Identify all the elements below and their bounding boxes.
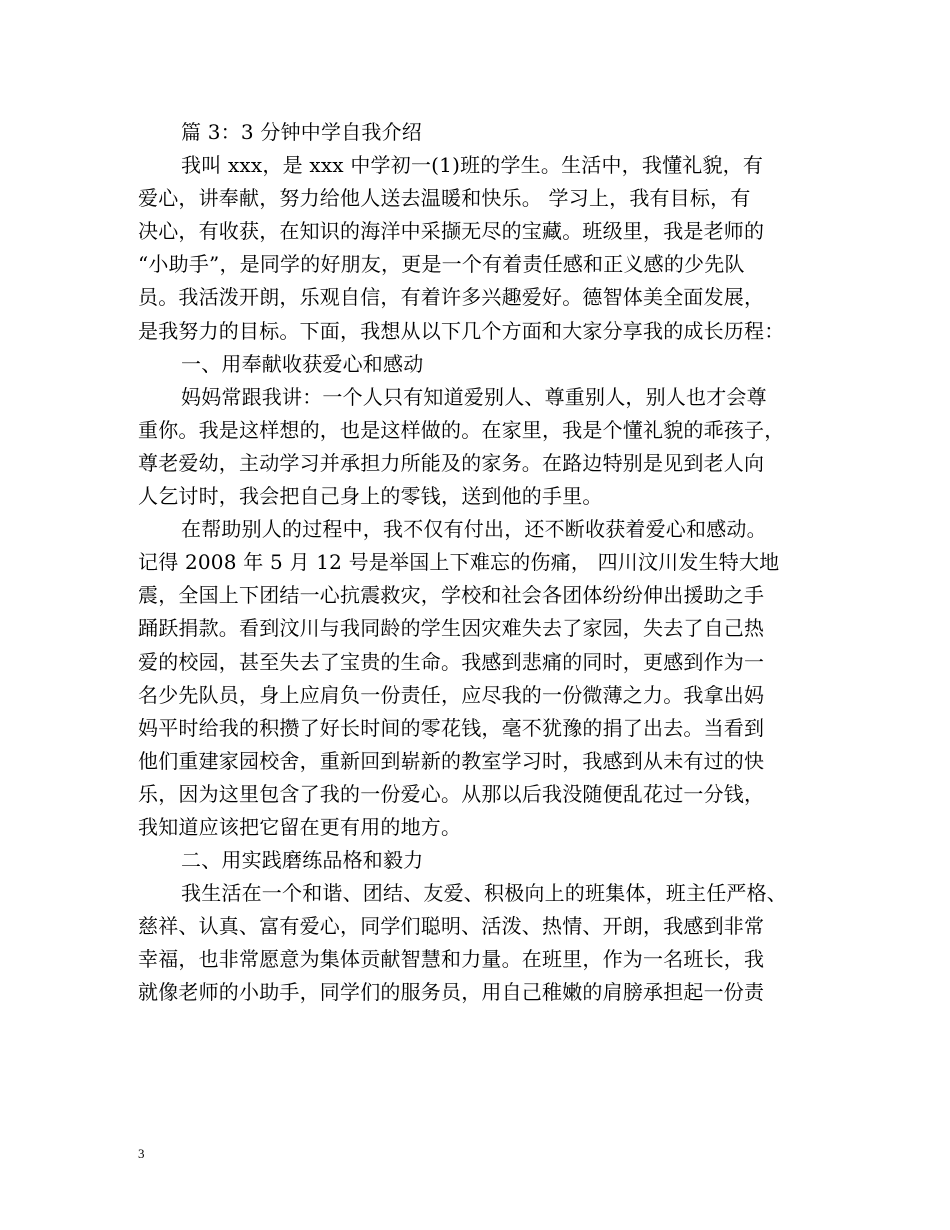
text-line: 慈祥、认真、富有爱心，同学们聪明、活泼、热情、开朗，我感到非常 — [138, 914, 765, 939]
text-line: 名少先队员，身上应肩负一份责任，应尽我的一份微薄之力。我拿出妈 — [138, 682, 765, 707]
text-line: 我知道应该把它留在更有用的地方。 — [138, 814, 462, 839]
text-line: 篇 3：3 分钟中学自我介绍 — [181, 120, 422, 144]
text-line: 记得 2008 年 5 月 12 号是举国上下难忘的伤痛， 四川汶川发生特大地 — [138, 550, 780, 575]
text-line: 妈妈常跟我讲：一个人只有知道爱别人、尊重别人，别人也才会尊 — [181, 384, 767, 409]
text-line: 妈平时给我的积攒了好长时间的零花钱，毫不犹豫的捐了出去。当看到 — [138, 715, 765, 740]
text-line: 他们重建家园校舍，重新回到崭新的教室学习时，我感到从未有过的快 — [138, 748, 765, 773]
text-line: 踊跃捐款。看到汶川与我同龄的学生因灾难失去了家园，失去了自己热 — [138, 616, 765, 641]
text-line: 幸福，也非常愿意为集体贡献智慧和力量。在班里，作为一名班长，我 — [138, 947, 765, 972]
text-line: 尊老爱幼，主动学习并承担力所能及的家务。在路边特别是见到老人向 — [138, 450, 765, 475]
text-line: 爱心，讲奉献，努力给他人送去温暖和快乐。 学习上，我有目标，有 — [138, 186, 751, 211]
text-line: 人乞讨时，我会把自己身上的零钱，送到他的手里。 — [138, 484, 603, 509]
text-line: 爱的校园，甚至失去了宝贵的生命。我感到悲痛的同时，更感到作为一 — [138, 649, 765, 674]
text-line: 一、用奉献收获爱心和感动 — [181, 351, 424, 376]
text-line: 震，全国上下团结一心抗震救灾，学校和社会各团体纷纷伸出援助之手 — [138, 583, 765, 608]
text-line: 我叫 xxx，是 xxx 中学初一(1)班的学生。生活中，我懂礼貌，有 — [181, 153, 764, 178]
document-body — [138, 116, 828, 1010]
page-number: 3 — [138, 1146, 145, 1161]
text-line: 在帮助别人的过程中，我不仅有付出，还不断收获着爱心和感动。 — [181, 517, 767, 542]
text-line: 重你。我是这样想的，也是这样做的。在家里，我是个懂礼貌的乖孩子， — [138, 417, 785, 442]
text-line: 我生活在一个和谐、团结、友爱、积极向上的班集体，班主任严格、 — [181, 881, 787, 906]
text-line: 员。我活泼开朗，乐观自信，有着许多兴趣爱好。德智体美全面发展， — [138, 285, 765, 310]
text-line: 乐，因为这里包含了我的一份爱心。从那以后我没随便乱花过一分钱， — [138, 781, 765, 806]
text-line: “小助手”，是同学的好朋友，更是一个有着责任感和正义感的少先队 — [138, 252, 745, 277]
text-line: 二、用实践磨练品格和毅力 — [181, 848, 424, 873]
text-line: 决心，有收获，在知识的海洋中采撷无尽的宝藏。班级里，我是老师的 — [138, 219, 765, 244]
text-line: 就像老师的小助手，同学们的服务员，用自己稚嫩的肩膀承担起一份责 — [138, 980, 765, 1005]
text-line: 是我努力的目标。下面，我想从以下几个方面和大家分享我的成长历程： — [138, 318, 785, 343]
